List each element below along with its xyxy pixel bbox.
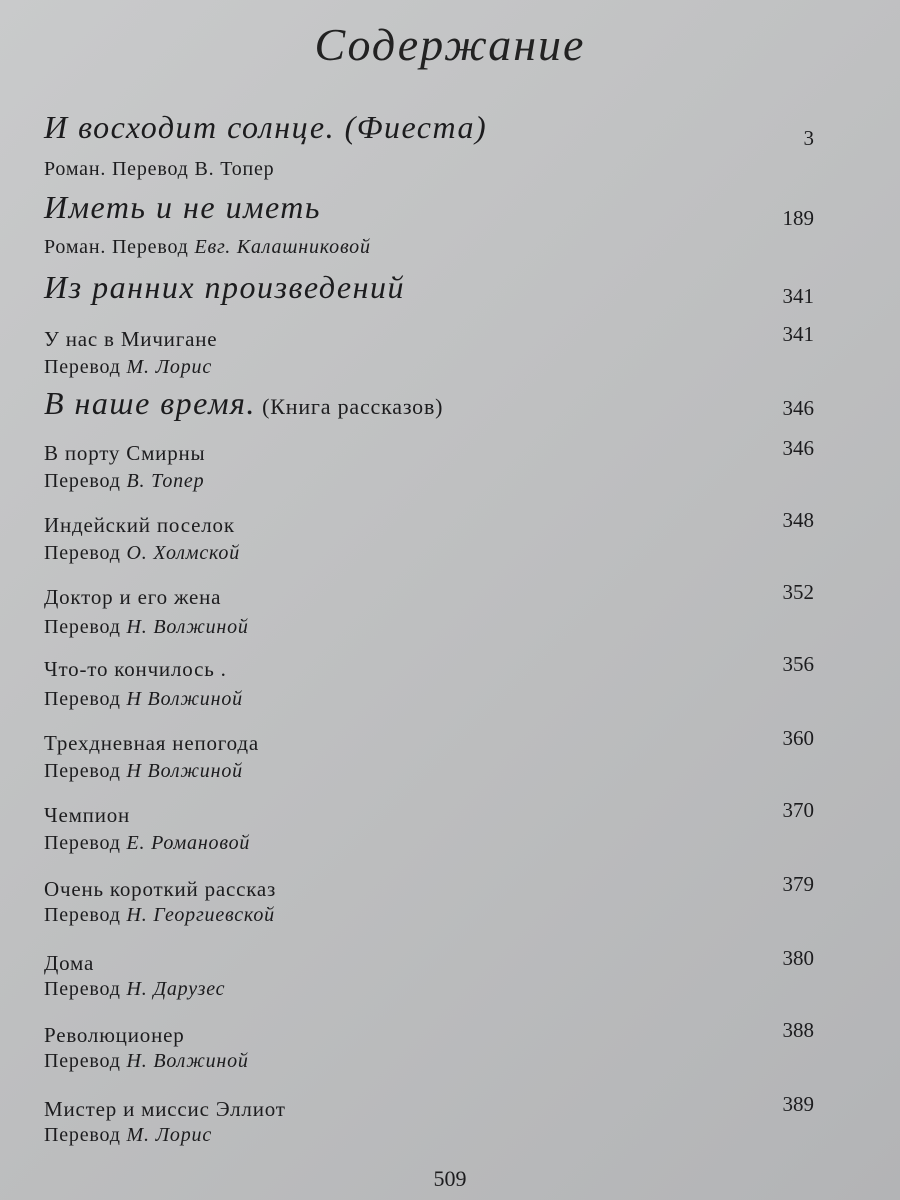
entry-title: Доктор и его жена (44, 585, 222, 609)
entry-page: 3 (803, 126, 814, 150)
toc-entry-story (44, 946, 824, 980)
toc-entry-story (44, 322, 824, 356)
entry-title: Очень короткий рассказ (44, 877, 277, 901)
toc-entry-story (44, 436, 824, 470)
page-title: Содержание (314, 19, 586, 70)
entry-note: Перевод Н. Дарузес (44, 978, 226, 1000)
toc-entry-fiesta (44, 109, 824, 150)
entry-note: Перевод Н. Волжиной (44, 616, 249, 638)
entry-note: Перевод В. Топер (44, 470, 205, 492)
toc-entry-story (44, 726, 824, 760)
entry-note: Перевод Н. Георгиевской (44, 904, 275, 926)
toc-entry-in-our-time (44, 385, 824, 426)
entry-note: Перевод Н Волжиной (44, 760, 243, 782)
toc-entry-story (44, 580, 824, 614)
entry-title: Что-то кончилось . (44, 657, 227, 681)
entry-page: 356 (782, 652, 814, 676)
entry-title: У нас в Мичигане (44, 327, 218, 351)
entry-page: 346 (782, 396, 814, 420)
toc-entry-to-have (44, 189, 824, 230)
entry-note: Перевод Е. Романовой (44, 832, 251, 854)
toc-entry-story (44, 1092, 824, 1126)
entry-note: Роман. Перевод В. Топер (44, 158, 275, 180)
entry-page: 370 (782, 798, 814, 822)
entry-page: 189 (782, 206, 814, 230)
entry-title: Иметь и не иметь (44, 189, 321, 225)
entry-title: В порту Смирны (44, 441, 206, 465)
entry-page: 380 (782, 946, 814, 970)
toc-entry-story (44, 1018, 824, 1052)
entry-note: Перевод О. Холмской (44, 542, 241, 564)
entry-page: 348 (782, 508, 814, 532)
entry-title: И восходит солнце. (Фиеста) (44, 109, 488, 145)
entry-page: 388 (782, 1018, 814, 1042)
toc-entry-story (44, 798, 824, 832)
entry-note: Перевод М. Лорис (44, 1124, 212, 1146)
toc-entry-story (44, 508, 824, 542)
entry-note: Перевод М. Лорис (44, 356, 212, 378)
entry-title: Из ранних произведений (44, 269, 405, 305)
entry-page: 379 (782, 872, 814, 896)
entry-page: 341 (782, 322, 814, 346)
entry-page: 360 (782, 726, 814, 750)
entry-title: Чемпион (44, 803, 131, 827)
entry-title: Революционер (44, 1023, 185, 1047)
toc-entry-story (44, 652, 824, 686)
entry-page: 352 (782, 580, 814, 604)
entry-page: 346 (782, 436, 814, 460)
entry-page: 389 (782, 1092, 814, 1116)
page-number: 509 (433, 1166, 467, 1191)
entry-note: Роман. Перевод Евг. Калашниковой (44, 236, 371, 258)
entry-note: Перевод Н Волжиной (44, 688, 243, 710)
entry-note: Перевод Н. Волжиной (44, 1050, 249, 1072)
entry-title: Дома (44, 951, 95, 975)
entry-title: В наше время. (Книга рассказов) (44, 385, 444, 421)
entry-title: Индейский поселок (44, 513, 235, 537)
toc-entry-story (44, 872, 824, 906)
entry-title: Трехдневная непогода (44, 731, 259, 755)
entry-title: Мистер и миссис Эллиот (44, 1097, 286, 1121)
toc-entry-early-works (44, 269, 824, 310)
entry-page: 341 (782, 284, 814, 308)
